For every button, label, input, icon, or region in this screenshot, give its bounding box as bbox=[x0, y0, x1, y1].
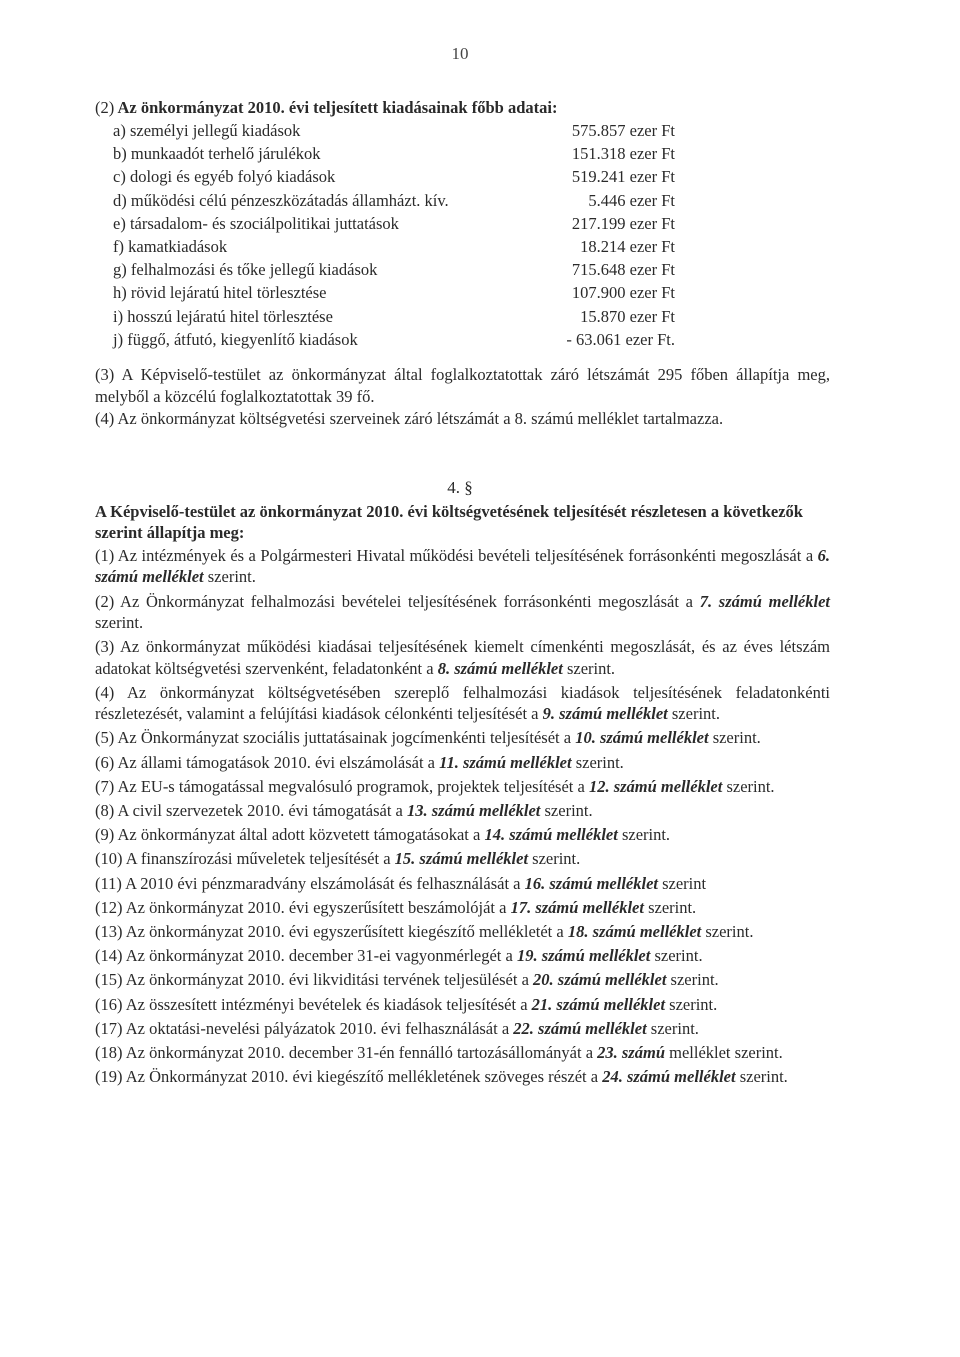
page-number: 10 bbox=[451, 44, 469, 63]
expense-label: c) dologi és egyéb folyó kiadások bbox=[113, 167, 336, 187]
expense-row bbox=[95, 305, 695, 328]
paragraph-4: (4) Az önkormányzat költségvetési szerveinek záró létszámát a 8. számú melléklet tartalmazza. bbox=[95, 409, 724, 428]
list-item bbox=[95, 682, 830, 725]
appendix-reference: számú melléklet bbox=[531, 897, 644, 917]
item-text: (12) Az önkormányzat 2010. évi egyszerűsített beszámolóját a bbox=[95, 897, 511, 917]
appendix-number: 7. bbox=[699, 591, 713, 611]
list-item bbox=[95, 824, 830, 845]
list-item bbox=[95, 848, 830, 869]
appendix-number: 12. bbox=[588, 776, 610, 796]
list-item bbox=[95, 727, 830, 748]
expense-row bbox=[95, 258, 695, 281]
item-suffix: szerint. bbox=[666, 970, 719, 990]
item-suffix: szerint. bbox=[735, 1067, 788, 1087]
item-suffix: szerint. bbox=[571, 752, 624, 772]
appendix-reference: számú melléklet bbox=[415, 849, 529, 869]
appendix-number: 16. bbox=[524, 873, 546, 893]
appendix-number: 21. bbox=[531, 994, 553, 1014]
item-text: (4) Az önkormányzat költségvetésében szereplő felhalmozási kiadások teljesítésének feladatonkénti részletezését, valamint a felújítási kiadások célonkénti teljesítését a bbox=[95, 682, 830, 724]
item-suffix: melléklet szerint. bbox=[665, 1043, 783, 1063]
appendix-number: 14. bbox=[484, 825, 506, 845]
expense-label: a) személyi jellegű kiadások bbox=[113, 121, 301, 140]
item-text: (2) Az Önkormányzat felhalmozási bevételei teljesítésének forrásonkénti megoszlását a bbox=[95, 591, 700, 611]
appendix-reference: számú melléklet bbox=[553, 970, 667, 990]
appendix-number: 6. bbox=[817, 546, 830, 565]
appendix-reference: számú melléklet bbox=[595, 728, 709, 748]
appendix-number: 19. bbox=[516, 946, 538, 966]
expense-row bbox=[95, 281, 695, 304]
item-suffix: szerint. bbox=[643, 897, 697, 917]
list-item bbox=[95, 994, 830, 1015]
item-suffix: szerint. bbox=[562, 658, 616, 678]
list-item bbox=[95, 873, 830, 894]
item-suffix: szerint. bbox=[528, 849, 581, 869]
expense-label: h) rövid lejáratú hitel törlesztése bbox=[113, 283, 327, 303]
expense-label: b) munkaadót terhelő járulékok bbox=[113, 144, 321, 164]
item-suffix: szerint bbox=[657, 873, 707, 893]
item-text: (14) Az önkormányzat 2010. december 31-ei vagyonmérlegét a bbox=[95, 946, 517, 966]
expense-label: f) kamatkiadások bbox=[113, 236, 228, 256]
appendix-reference: számú bbox=[617, 1043, 665, 1063]
appendix-reference: számú melléklet bbox=[555, 704, 668, 724]
expense-row bbox=[95, 119, 695, 142]
section-number: (2) bbox=[95, 98, 115, 117]
item-text: (6) Az állami támogatások 2010. évi elszámolását a bbox=[95, 752, 440, 772]
list-item bbox=[95, 969, 830, 990]
expense-value: 18.214 ezer Ft bbox=[580, 236, 675, 256]
item-text: (13) Az önkormányzat 2010. évi egyszerűsített kiegészítő mellékletét a bbox=[95, 922, 568, 942]
section-title bbox=[95, 96, 695, 119]
expense-row bbox=[95, 235, 695, 258]
item-suffix: szerint. bbox=[722, 776, 775, 796]
appendix-reference: számú melléklet bbox=[609, 776, 723, 796]
section-4-sign: 4. § bbox=[447, 478, 473, 497]
list-item bbox=[95, 800, 830, 821]
expense-value: 151.318 ezer Ft bbox=[571, 144, 675, 164]
list-item bbox=[95, 636, 830, 679]
expense-value: 575.857 ezer Ft bbox=[571, 121, 675, 140]
item-suffix: szerint. bbox=[95, 613, 144, 633]
list-item bbox=[95, 1042, 830, 1063]
item-text: (16) Az összesített intézményi bevételek és kiadások teljesítését a bbox=[95, 994, 532, 1014]
appendix-number: 10. bbox=[575, 728, 596, 748]
item-suffix: szerint. bbox=[701, 922, 754, 942]
appendix-reference: számú melléklet bbox=[552, 994, 666, 1014]
item-text: (7) Az EU-s támogatással megvalósuló programok, projektek teljesítését a bbox=[95, 776, 589, 796]
appendix-list bbox=[95, 545, 830, 1090]
list-item bbox=[95, 945, 830, 966]
appendix-number: 22. bbox=[513, 1018, 534, 1038]
expense-label: j) függő, átfutó, kiegyenlítő kiadások bbox=[113, 329, 358, 349]
item-suffix: szerint. bbox=[708, 728, 761, 748]
item-suffix: szerint. bbox=[203, 567, 256, 587]
appendix-reference: számú melléklet bbox=[458, 752, 572, 772]
expense-row bbox=[95, 328, 695, 351]
item-suffix: szerint. bbox=[646, 1018, 699, 1038]
item-suffix: szerint. bbox=[667, 704, 720, 724]
expense-label: d) működési célú pénzeszközátadás államházt. kív. bbox=[113, 190, 449, 210]
item-text: (19) Az Önkormányzat 2010. évi kiegészítő mellékletének szöveges részét a bbox=[95, 1067, 603, 1087]
expense-value: 107.900 ezer Ft bbox=[571, 283, 675, 303]
expense-row bbox=[95, 189, 695, 212]
item-text: (11) A 2010 évi pénzmaradvány elszámolását és felhasználását a bbox=[95, 873, 525, 893]
appendix-number: 23. bbox=[597, 1043, 618, 1063]
appendix-reference: számú melléklet bbox=[505, 825, 618, 845]
list-item bbox=[95, 921, 830, 942]
list-item bbox=[95, 1066, 830, 1087]
expense-row bbox=[95, 142, 695, 165]
list-item bbox=[95, 1018, 830, 1039]
expense-value: - 63.061 ezer Ft. bbox=[566, 329, 675, 349]
expense-value: 15.870 ezer Ft bbox=[580, 306, 675, 326]
appendix-reference: számú melléklet bbox=[427, 801, 541, 821]
item-text: (10) A finanszírozási műveletek teljesítését a bbox=[95, 849, 395, 869]
expense-value: 715.648 ezer Ft bbox=[571, 260, 675, 280]
appendix-reference: számú melléklet bbox=[545, 873, 658, 893]
item-text: (8) A civil szervezetek 2010. évi támogatását a bbox=[95, 801, 408, 821]
appendix-reference: számú melléklet bbox=[588, 922, 702, 942]
appendix-number: 17. bbox=[510, 897, 532, 917]
expense-row bbox=[95, 165, 695, 188]
item-text: (15) Az önkormányzat 2010. évi likviditási tervének teljesülését a bbox=[95, 970, 534, 990]
appendix-number: 15. bbox=[394, 849, 416, 869]
item-text: (17) Az oktatási-nevelési pályázatok 2010. évi felhasználását a bbox=[95, 1018, 514, 1038]
appendix-reference: számú melléklet bbox=[450, 658, 563, 678]
appendix-number: 11. bbox=[439, 752, 459, 772]
expense-value: 217.199 ezer Ft bbox=[571, 213, 675, 233]
appendix-reference: számú melléklet bbox=[533, 1018, 647, 1038]
section-title-text: Az önkormányzat 2010. évi teljesített kiadásainak főbb adatai: bbox=[117, 98, 558, 117]
appendix-reference: számú melléklet bbox=[537, 946, 651, 966]
expenditure-section bbox=[95, 96, 695, 351]
expense-label: g) felhalmozási és tőke jellegű kiadások bbox=[113, 260, 378, 280]
list-item bbox=[95, 776, 830, 797]
list-item bbox=[95, 752, 830, 773]
list-item bbox=[95, 545, 830, 588]
section-4-heading: A Képviselő-testület az önkormányzat 2010. évi költségvetésének teljesítését részletesen a következők szerint állapítja meg: bbox=[95, 502, 803, 542]
appendix-number: 13. bbox=[407, 801, 428, 821]
list-item bbox=[95, 591, 830, 634]
item-text: (3) Az önkormányzat működési kiadásai teljesítésének kiemelt címenkénti megoszlását, és az éves létszám adatokat költségvetési szervenként, feladatonként a bbox=[95, 637, 830, 678]
paragraph-3: (3) A Képviselő-testület az önkormányzat által foglalkoztatottak záró létszámát 295 főben állapítja meg, melyből a közcélú foglalkoztatottak 39 fő. bbox=[95, 365, 830, 406]
appendix-number: 18. bbox=[567, 922, 589, 942]
expense-row bbox=[95, 212, 695, 235]
expense-value: 519.241 ezer Ft bbox=[571, 167, 675, 187]
expense-value: 5.446 ezer Ft bbox=[588, 190, 675, 210]
item-text: (1) Az intézmények és a Polgármesteri Hivatal működési bevételi teljesítésének forrásonkénti megoszlását a bbox=[95, 546, 818, 565]
appendix-number: 9. bbox=[542, 704, 555, 724]
item-text: (18) Az önkormányzat 2010. december 31-én fennálló tartozásállományát a bbox=[95, 1043, 598, 1063]
appendix-reference: számú melléklet bbox=[95, 567, 204, 587]
appendix-number: 24. bbox=[602, 1067, 623, 1087]
item-suffix: szerint. bbox=[650, 946, 703, 966]
appendix-number: 8. bbox=[437, 658, 451, 678]
list-item bbox=[95, 897, 830, 918]
item-suffix: szerint. bbox=[665, 994, 718, 1014]
item-text: (5) Az Önkormányzat szociális juttatásainak jogcímenkénti teljesítését a bbox=[95, 728, 576, 748]
item-text: (9) Az önkormányzat által adott közvetett támogatásokat a bbox=[95, 825, 485, 845]
appendix-number: 20. bbox=[533, 970, 554, 990]
item-suffix: szerint. bbox=[617, 825, 671, 845]
appendix-reference: számú melléklet bbox=[622, 1067, 736, 1087]
expense-label: i) hosszú lejáratú hitel törlesztése bbox=[113, 306, 333, 326]
item-suffix: szerint. bbox=[540, 801, 593, 821]
expense-label: e) társadalom- és szociálpolitikai juttatások bbox=[113, 213, 399, 233]
appendix-reference: számú melléklet bbox=[712, 591, 830, 611]
